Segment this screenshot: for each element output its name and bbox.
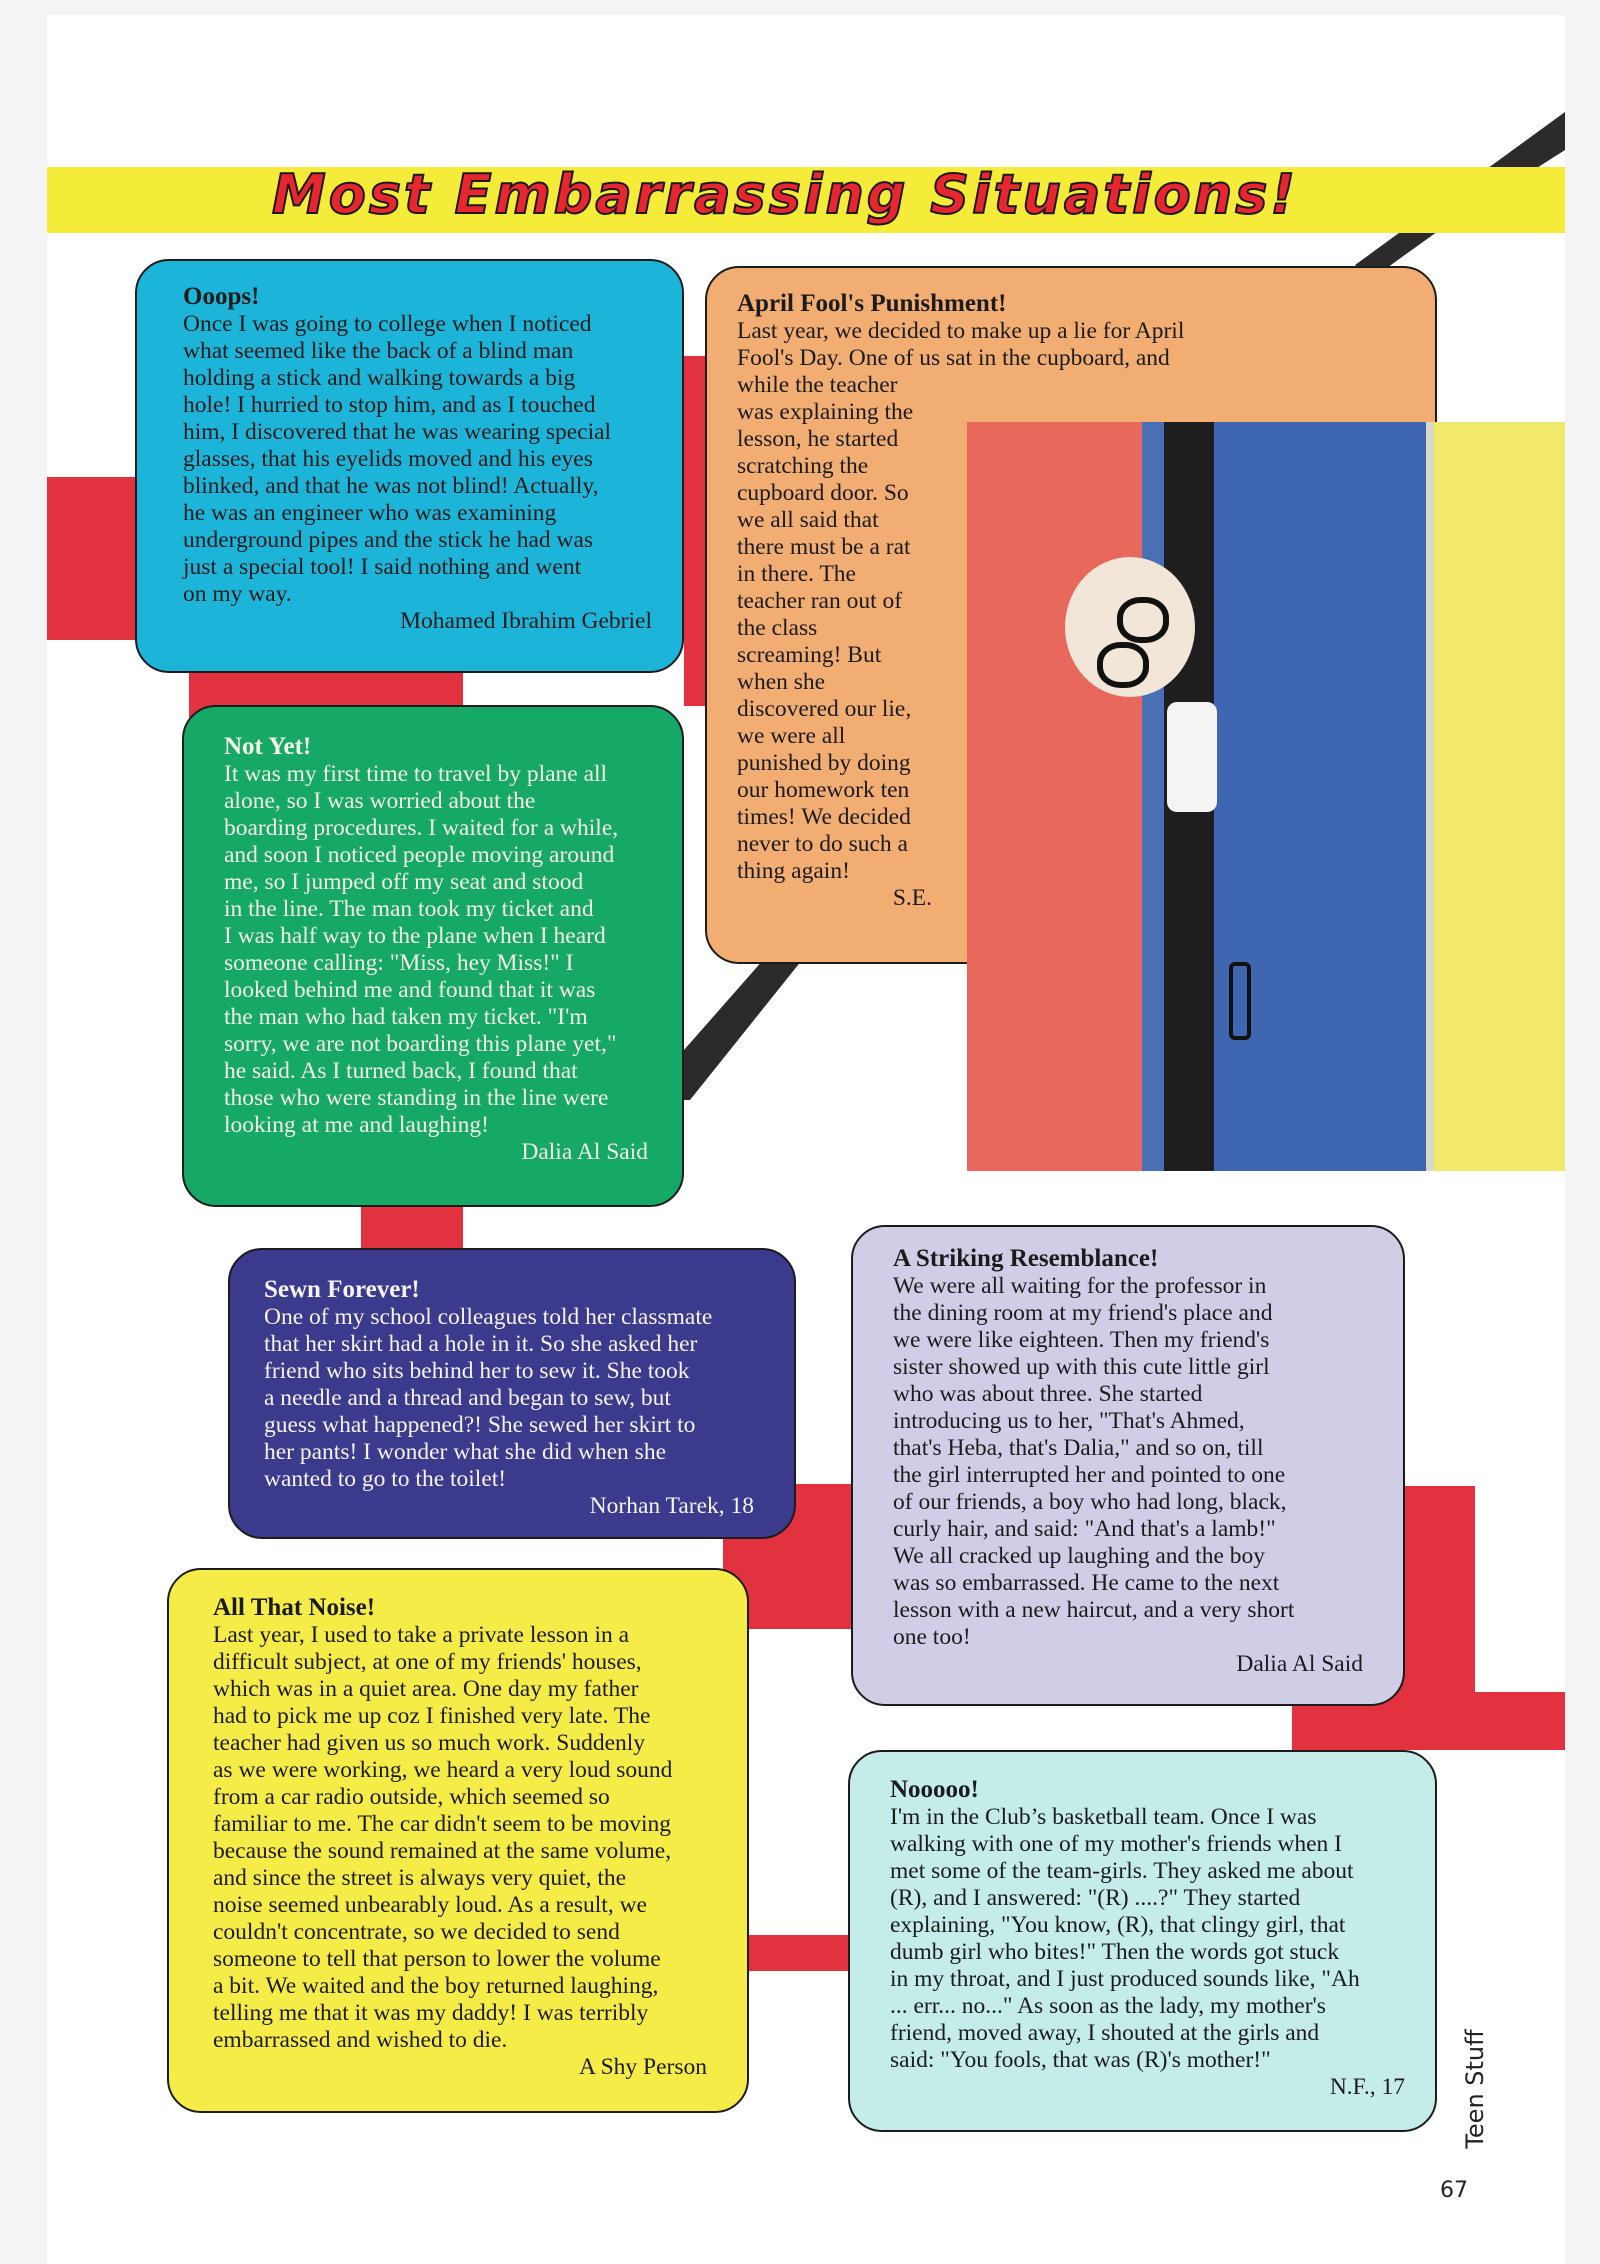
story-text-line: me, so I jumped off my seat and stood (224, 869, 584, 895)
story-text-line: because the sound remained at the same volume, (213, 1838, 672, 1864)
story-text-line: couldn't concentrate, so we decided to send (213, 1919, 620, 1945)
story-text-line: he said. As I turned back, I found that (224, 1058, 578, 1084)
story-text-line: I was half way to the plane when I heard (224, 923, 606, 949)
story-text-line: who was about three. She started (893, 1381, 1203, 1407)
story-text-line: someone calling: "Miss, hey Miss!" I (224, 950, 574, 976)
story-text-line: Fool's Day. One of us sat in the cupboard, and (737, 345, 1170, 371)
story-text-line: the dining room at my friend's place and (893, 1300, 1273, 1326)
story-text-line: was explaining the (737, 399, 914, 425)
red-block (684, 356, 706, 706)
story-text-line: Last year, we decided to make up a lie for April (737, 318, 1185, 344)
story-text-line: her pants! I wonder what she did when she (264, 1439, 667, 1465)
story-text-line: guess what happened?! She sewed her skirt to (264, 1412, 696, 1438)
story-title: All That Noise! (213, 1594, 376, 1621)
story-title: April Fool's Punishment! (737, 290, 1007, 317)
story-text-line: him, I discovered that he was wearing special (183, 419, 612, 445)
story-text-line: (R), and I answered: "(R) ....?" They started (890, 1885, 1301, 1911)
story-text-line: just a special tool! I said nothing and went (183, 554, 582, 580)
story-text-line: alone, so I was worried about the (224, 788, 536, 814)
story-text-line: boarding procedures. I waited for a while, (224, 815, 619, 841)
story-text-line: he was an engineer who was examining (183, 500, 557, 526)
story-text-line: those who were standing in the line were (224, 1085, 609, 1111)
story-text-line: looked behind me and found that it was (224, 977, 596, 1003)
story-text-line: in my throat, and I just produced sounds like, "Ah (890, 1966, 1360, 1992)
story-text-line: which was in a quiet area. One day my father (213, 1676, 639, 1702)
story-text-line: that her skirt had a hole in it. So she asked her (264, 1331, 698, 1357)
story-text-line: lesson with a new haircut, and a very short (893, 1597, 1295, 1623)
story-box-nooooo (848, 1750, 1437, 2132)
story-text-line: We were all waiting for the professor in (893, 1273, 1267, 1299)
story-text-line: discovered our lie, (737, 696, 912, 722)
story-text-line: It was my first time to travel by plane all (224, 761, 608, 787)
story-text-line: noise seemed unbearably loud. As a result, we (213, 1892, 647, 1918)
story-text-line: we were like eighteen. Then my friend's (893, 1327, 1270, 1353)
story-text-line: when she (737, 669, 826, 695)
story-author: Norhan Tarek, 18 (589, 1493, 754, 1519)
story-text-line: difficult subject, at one of my friends' houses, (213, 1649, 642, 1675)
story-text-line: Once I was going to college when I noticed (183, 311, 592, 337)
story-text-line: ... err... no..." As soon as the lady, my mother's (890, 1993, 1326, 2019)
story-box-notyet (182, 705, 684, 1207)
story-title: A Striking Resemblance! (893, 1245, 1159, 1272)
story-title: Sewn Forever! (264, 1276, 420, 1303)
story-text-line: cupboard door. So (737, 480, 909, 506)
story-text-line: introducing us to her, "That's Ahmed, (893, 1408, 1245, 1434)
story-text-line: and since the street is always very quiet, the (213, 1865, 627, 1891)
story-text-line: One of my school colleagues told her classmate (264, 1304, 713, 1330)
story-text-line: curly hair, and said: "And that's a lamb!" (893, 1516, 1276, 1542)
story-text-line: wanted to go to the toilet! (264, 1466, 507, 1492)
story-text-line: explaining, "You know, (R), that clingy girl, that (890, 1912, 1346, 1938)
story-text-line: dumb girl who bites!" Then the words got stuck (890, 1939, 1340, 1965)
story-text-line: lesson, he started (737, 426, 899, 452)
page-title: Most Embarrassing Situations! (272, 163, 1298, 226)
story-title: Nooooo! (890, 1776, 979, 1803)
story-text-line: while the teacher (737, 372, 898, 398)
story-author: A Shy Person (579, 2054, 707, 2080)
story-text-line: teacher had given us so much work. Suddenly (213, 1730, 646, 1756)
page-number: 67 (1440, 2178, 1468, 2203)
story-text-line: from a car radio outside, which seemed so (213, 1784, 610, 1810)
story-text-line: friend, moved away, I shouted at the girls and (890, 2020, 1320, 2046)
blue-locker (1214, 422, 1426, 1171)
story-text-line: the class (737, 615, 818, 641)
story-text-line: in there. The (737, 561, 856, 587)
story-author: Dalia Al Said (1236, 1651, 1363, 1677)
story-box-ooops (135, 259, 684, 673)
story-text-line: someone to tell that person to lower the volume (213, 1946, 661, 1972)
story-text-line: hole! I hurried to stop him, and as I touched (183, 392, 596, 418)
story-text-line: I'm in the Club’s basketball team. Once I was (890, 1804, 1317, 1830)
locker-photo (967, 422, 1565, 1171)
story-text-line: friend who sits behind her to sew it. She took (264, 1358, 690, 1384)
story-text-line: sister showed up with this cute little girl (893, 1354, 1270, 1380)
story-text-line: holding a stick and walking towards a big (183, 365, 576, 391)
story-box-noise (167, 1568, 749, 2113)
story-text-line: underground pipes and the stick he had was (183, 527, 594, 553)
story-author: S.E. (892, 885, 932, 911)
story-text-line: that's Heba, that's Dalia," and so on, till (893, 1435, 1264, 1461)
story-author: Dalia Al Said (521, 1139, 648, 1165)
story-text-line: glasses, that his eyelids moved and his eyes (183, 446, 593, 472)
story-text-line: a bit. We waited and the boy returned laughing, (213, 1973, 659, 1999)
story-text-line: we were all (737, 723, 846, 749)
story-text-line: never to do such a (737, 831, 908, 857)
story-text-line: as we were working, we heard a very loud sound (213, 1757, 673, 1783)
story-text-line: we all said that (737, 507, 879, 533)
story-text-line: times! We decided (737, 804, 911, 830)
story-text-line: telling me that it was my daddy! I was terribly (213, 2000, 649, 2026)
yellow-locker (1434, 422, 1565, 1171)
story-text-line: the girl interrupted her and pointed to one (893, 1462, 1286, 1488)
story-text-line: screaming! But (737, 642, 882, 668)
story-text-line: familiar to me. The car didn't seem to be moving (213, 1811, 672, 1837)
magazine-name: Teen Stuff (1461, 2029, 1489, 2149)
story-text-line: scratching the (737, 453, 869, 479)
story-text-line: in the line. The man took my ticket and (224, 896, 594, 922)
story-box-sewn (228, 1248, 796, 1539)
story-text-line: the man who had taken my ticket. "I'm (224, 1004, 588, 1030)
story-box-striking (851, 1225, 1405, 1706)
story-text-line: sorry, we are not boarding this plane yet," (224, 1031, 617, 1057)
story-text-line: teacher ran out of (737, 588, 903, 614)
story-text-line: one too! (893, 1624, 971, 1650)
story-author: Mohamed Ibrahim Gebriel (400, 608, 652, 634)
story-text-line: walking with one of my mother's friends when I (890, 1831, 1342, 1857)
story-text-line: punished by doing (737, 750, 911, 776)
story-text-line: and soon I noticed people moving around (224, 842, 615, 868)
story-text-line: a needle and a thread and began to sew, but (264, 1385, 671, 1411)
story-text-line: thing again! (737, 858, 850, 884)
red-block (47, 477, 137, 640)
story-text-line: We all cracked up laughing and the boy (893, 1543, 1266, 1569)
story-text-line: our homework ten (737, 777, 910, 803)
story-author: N.F., 17 (1329, 2074, 1405, 2100)
story-text-line: of our friends, a boy who had long, black, (893, 1489, 1287, 1515)
red-locker-door (967, 422, 1142, 1171)
story-text-line: what seemed like the back of a blind man (183, 338, 574, 364)
story-text-line: was so embarrassed. He came to the next (893, 1570, 1280, 1596)
story-title: Ooops! (183, 283, 260, 310)
red-block (749, 1935, 848, 1971)
story-text-line: there must be a rat (737, 534, 911, 560)
story-text-line: blinked, and that he was not blind! Actually, (183, 473, 599, 499)
story-text-line: Last year, I used to take a private lesson in a (213, 1622, 630, 1648)
story-text-line: met some of the team-girls. They asked me about (890, 1858, 1354, 1884)
red-block (361, 1207, 463, 1248)
story-text-line: embarrassed and wished to die. (213, 2027, 508, 2053)
story-title: Not Yet! (224, 733, 312, 760)
story-text-line: said: "You fools, that was (R)'s mother!" (890, 2047, 1271, 2073)
locker-handle (1229, 962, 1251, 1040)
story-text-line: had to pick me up coz I finished very late. The (213, 1703, 651, 1729)
story-text-line: looking at me and laughing! (224, 1112, 489, 1138)
story-text-line: on my way. (183, 581, 292, 607)
